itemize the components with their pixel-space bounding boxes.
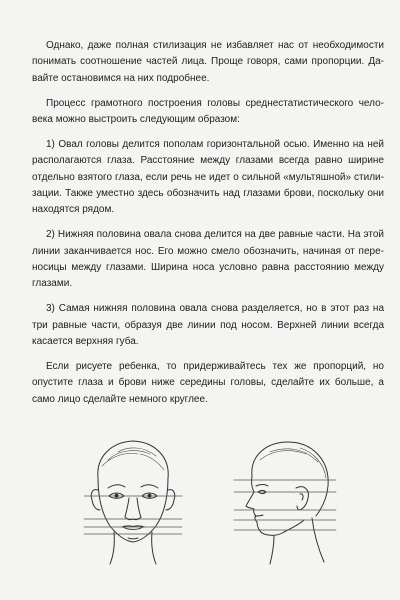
illustrations	[0, 436, 400, 566]
paragraph-2: Процесс грамотного построения головы среднестатистического человека можно выстроить следующим образом:	[32, 97, 384, 126]
paragraph-1: Однако, даже полная стилизация не избавляет нас от необходимости понимать соотношение частей лица. Проще говоря, сами пропорции. Давайте остановимся на них подробнее.	[32, 40, 384, 84]
head-front-view-icon	[78, 436, 188, 566]
paragraph-3: 1) Овал головы делится пополам горизонтальной осью. Именно на ней располагаются глаза. Расстояние между глазами всегда равно ширине отдельно взятого глаза, если речь не идет о сильной «мультяшной» стилизации. Также уместно здесь обозначить над глазами брови, поскольку они находятся рядом.	[32, 138, 384, 216]
body-text	[32, 38, 384, 416]
paragraph-6: Если рисуете ребенка, то придерживайтесь тех же пропорций, но опустите глаза и брови ниже середины головы, сделайте их больше, а само лицо сделайте немного круглее.	[32, 360, 384, 405]
head-side-view-icon	[230, 436, 340, 566]
paragraph-4: 2) Нижняя половина овала снова делится на две равные части. На этой линии заканчивается нос. Его можно смело обозначить, начиная от переносицы между глазами. Ширина носа условно равна расстоянию между глазами.	[32, 229, 384, 290]
paragraph-5: 3) Самая нижняя половина овала снова разделяется, но в этот раз на три равные части, образуя две линии под носом. Верхней линии всегда касается верхняя губа.	[32, 303, 384, 348]
